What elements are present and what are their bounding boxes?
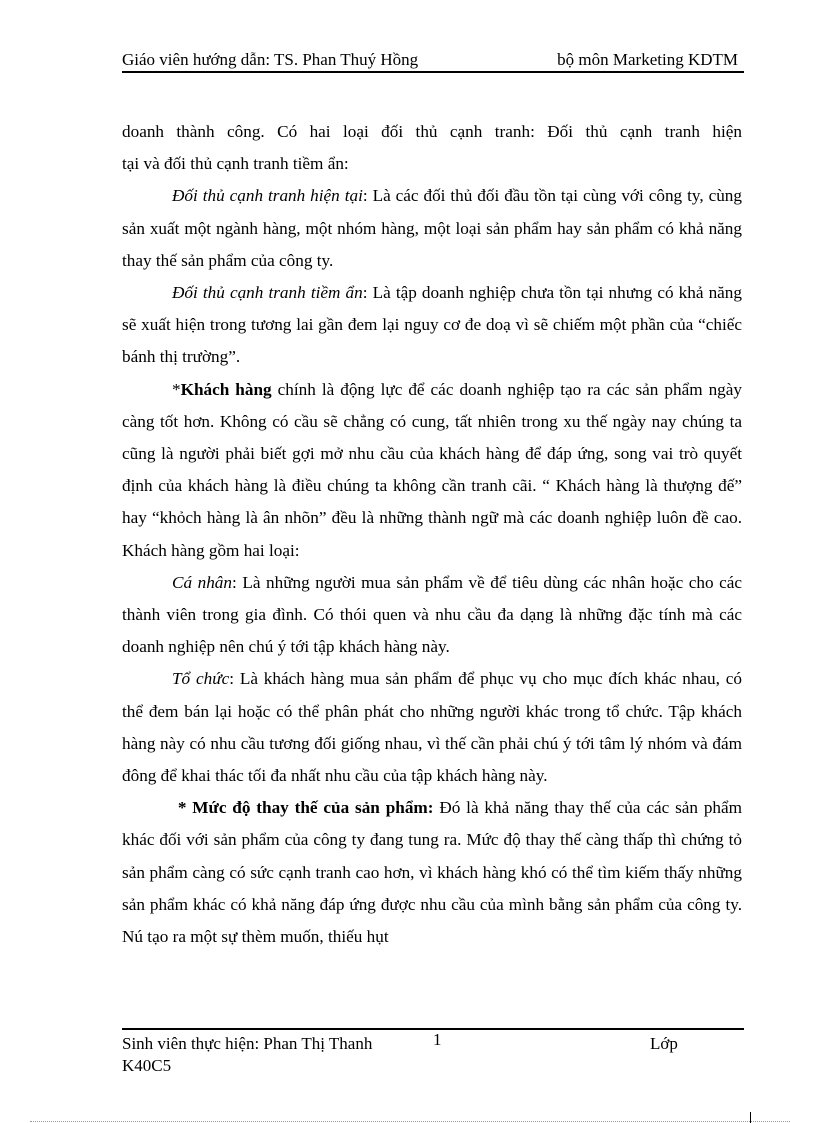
paragraph-customers <box>122 374 742 567</box>
page-number: 1 <box>433 1030 442 1049</box>
supervisor-label: Giáo viên hướng dẫn: TS. Phan Thuý Hồng <box>122 50 419 69</box>
potential-competitors-text: : Là tập doanh nghiệp chưa tồn tại nhưng có khả năng sẽ xuất hiện trong tương lai gần đem lại nguy cơ đe doạ vì sẽ chiếm một phần của “chiếc bánh thị trường”. <box>122 283 742 367</box>
department-label: bộ môn Marketing KDTM <box>557 50 738 69</box>
paragraph-individuals <box>122 567 742 664</box>
term-organizations: Tổ chức <box>172 669 230 689</box>
header-divider <box>122 71 744 73</box>
page-header <box>122 48 744 72</box>
term-potential-competitors: Đối thủ cạnh tranh tiềm ẩn <box>172 283 363 303</box>
paragraph-intro <box>122 116 742 148</box>
individuals-text: : Là những người mua sản phẩm về để tiêu dùng các nhân hoặc cho các thành viên trong gia đình. Có thói quen và nhu cầu đa dạng là những đặc tính mà các doanh nghiệp nên chú ý tới tập khách hàng này. <box>122 572 743 657</box>
paragraph-current-competitors <box>122 180 742 277</box>
customers-bullet: * <box>172 379 181 399</box>
paragraph-intro-cont <box>122 148 742 180</box>
organizations-text: : Là khách hàng mua sản phẩm để phục vụ cho mục đích khác nhau, có thể đem bán lại hoặc có thể phân phát cho những người khác trong tổ chức. Tập khách hàng này có nhu cầu tương đối giống nhau, vì thế cần phải chú ý tới tâm lý nhóm và đám đông để khai thác tối đa nhất nhu cầu của tập khách hàng này. <box>122 669 742 786</box>
paragraph-substitution <box>122 792 742 953</box>
class-label: Lớp <box>650 1034 678 1053</box>
paragraph-potential-competitors <box>122 277 742 374</box>
term-customers: Khách hàng <box>180 379 272 399</box>
current-competitors-text: : Là các đối thủ đối đầu tồn tại cùng với công ty, cùng sản xuất một ngành hàng, một nhóm hàng, một loại sản phẩm hay sản phẩm có khả năng thay thế sản phẩm của công ty. <box>122 186 742 270</box>
customers-text: chính là động lực để các doanh nghiệp tạo ra các sản phẩm ngày càng tốt hơn. Không có cầu sẽ chẳng có cung, tất nhiên trong xu thế ngày nay chúng ta cũng là người phải biết gợi mở nhu cầu của khách hàng để đáp ứng, song vai trò quyết định của khách hàng là điều chúng ta không cần tranh cãi. “ Khách hàng là thượng đế” hay “khỏch hàng là ân nhõn” đều là những thành ngữ mà các doanh nghiệp luôn đề cao. Khách hàng gồm hai loại: <box>122 379 742 560</box>
substitution-text: Đó là khả năng thay thế của các sản phẩm khác đối với sản phẩm của công ty đang tung ra. Mức độ thay thế càng thấp thì chứng tỏ sản phẩm càng có sức cạnh tranh cao hơn, vì khách hàng khó có thể tìm kiếm thấy những sản phẩm khác có khả năng đáp ứng được nhu cầu của mình bằng sản phẩm của công ty. Nú tạo ra một sự thèm muốn, thiếu hụt <box>122 798 743 947</box>
paragraph-intro-line1: doanh thành công. Có hai loại đối thủ cạnh tranh: Đối thủ cạnh tranh hiện <box>122 122 742 141</box>
page-bottom-dotted-line <box>30 1121 790 1122</box>
paragraph-organizations <box>122 663 742 792</box>
substitution-bullet: * <box>172 798 193 818</box>
term-individuals: Cá nhân <box>172 572 232 592</box>
student-label: Sinh viên thực hiện: Phan Thị Thanh <box>122 1034 373 1053</box>
page-corner-mark <box>750 1112 751 1123</box>
class-value: K40C5 <box>122 1056 172 1075</box>
document-body <box>122 116 743 953</box>
term-substitution: Mức độ thay thế của sản phẩm: <box>192 798 434 818</box>
paragraph-intro-rest: tại và đối thủ cạnh tranh tiềm ẩn: <box>122 154 349 174</box>
term-current-competitors: Đối thủ cạnh tranh hiện tại <box>172 186 363 206</box>
